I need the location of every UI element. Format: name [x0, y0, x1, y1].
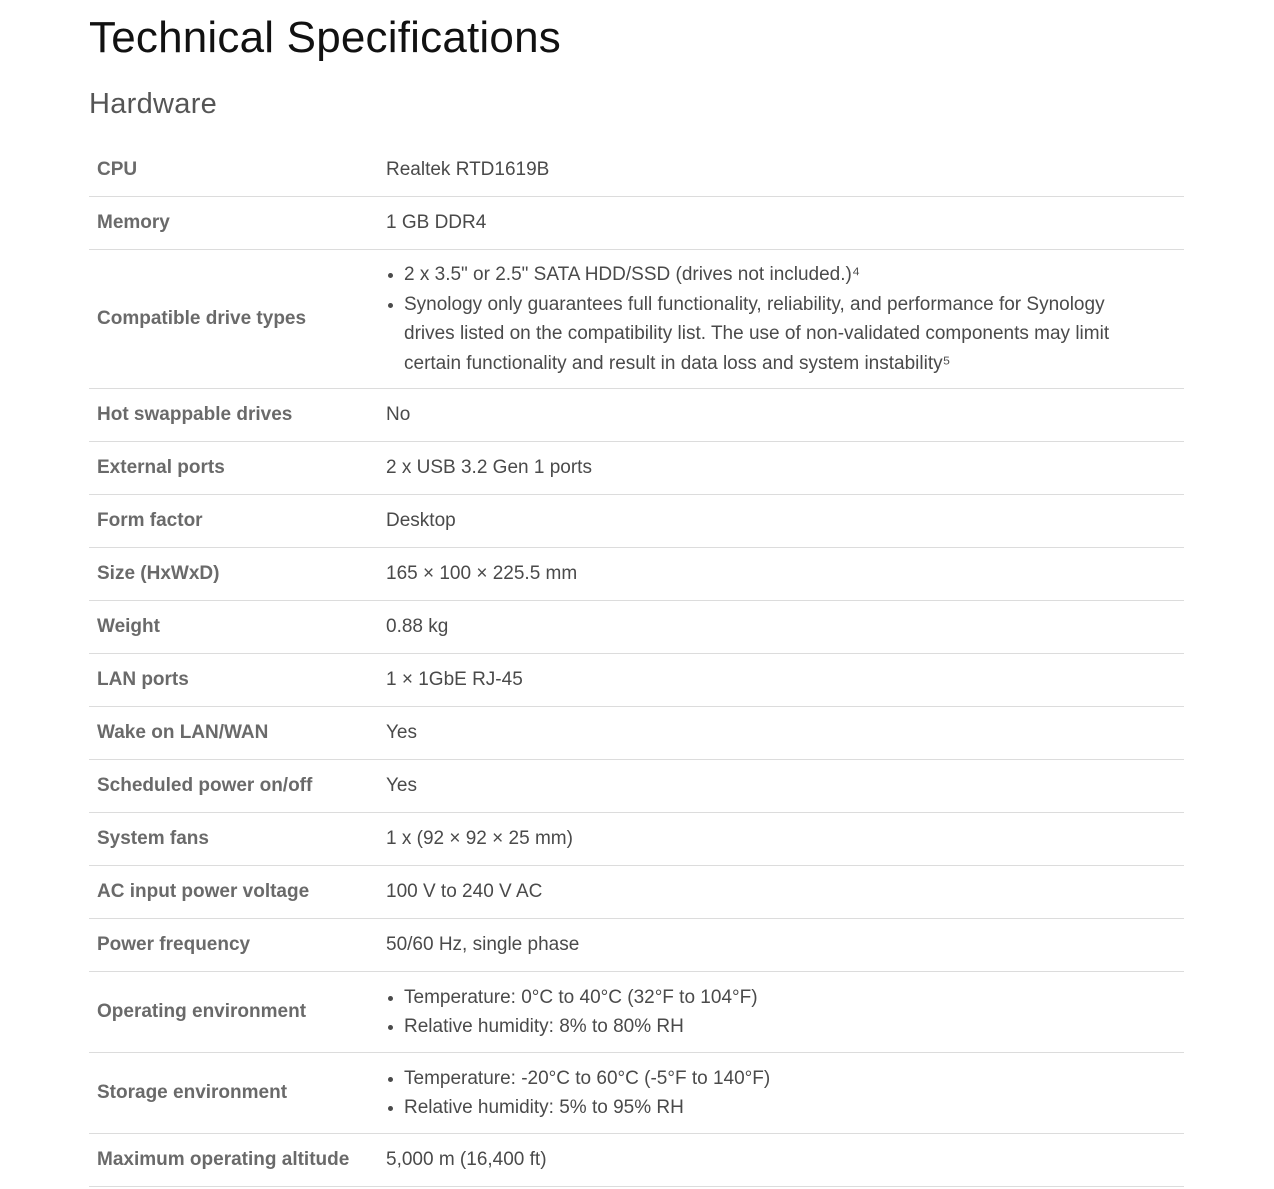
spec-row-hot-swap — [89, 389, 1184, 442]
spec-row-weight — [89, 601, 1184, 654]
spec-value: Desktop — [386, 495, 1184, 548]
spec-label: Memory — [89, 197, 386, 250]
spec-value: 1 x (92 × 92 × 25 mm) — [386, 813, 1184, 866]
spec-row-power-frequency — [89, 919, 1184, 972]
spec-label: LAN ports — [89, 654, 386, 707]
spec-value: 1 GB DDR4 — [386, 197, 1184, 250]
bullet-list — [386, 1064, 1154, 1123]
spec-value: Yes — [386, 707, 1184, 760]
spec-row-drive-types — [89, 250, 1184, 389]
spec-label: System fans — [89, 813, 386, 866]
spec-value: Realtek RTD1619B — [386, 144, 1184, 197]
spec-row-size — [89, 548, 1184, 601]
spec-row-max-altitude — [89, 1134, 1184, 1187]
spec-value: 5,000 m (16,400 ft) — [386, 1134, 1184, 1187]
spec-value — [386, 972, 1184, 1053]
spec-value: 50/60 Hz, single phase — [386, 919, 1184, 972]
spec-label: CPU — [89, 144, 386, 197]
spec-row-scheduled-power — [89, 760, 1184, 813]
spec-label: Compatible drive types — [89, 250, 386, 389]
spec-label: Weight — [89, 601, 386, 654]
section-title-hardware: Hardware — [89, 88, 218, 120]
spec-value — [386, 250, 1184, 389]
page-title: Technical Specifications — [89, 13, 561, 62]
hardware-spec-table — [89, 144, 1184, 1187]
spec-value: 1 × 1GbE RJ-45 — [386, 654, 1184, 707]
spec-row-lan-ports — [89, 654, 1184, 707]
list-item: Synology only guarantees full functionality, reliability, and performance for Synology drives listed on the compatibility list. The use of non-validated components may limit certain functionality and result in data loss and system instability⁵ — [386, 290, 1154, 379]
list-item: Relative humidity: 8% to 80% RH — [386, 1012, 1154, 1042]
spec-value: 0.88 kg — [386, 601, 1184, 654]
spec-label: External ports — [89, 442, 386, 495]
spec-row-operating-env — [89, 972, 1184, 1053]
list-item: Temperature: -20°C to 60°C (-5°F to 140°F) — [386, 1064, 1154, 1094]
bullet-list — [386, 260, 1154, 378]
spec-label: Size (HxWxD) — [89, 548, 386, 601]
spec-row-wake-on-lan — [89, 707, 1184, 760]
spec-value — [386, 1053, 1184, 1134]
bullet-list — [386, 983, 1154, 1042]
spec-label: AC input power voltage — [89, 866, 386, 919]
spec-row-external-ports — [89, 442, 1184, 495]
list-item: Temperature: 0°C to 40°C (32°F to 104°F) — [386, 983, 1154, 1013]
spec-row-storage-env — [89, 1053, 1184, 1134]
spec-label: Operating environment — [89, 972, 386, 1053]
spec-row-system-fans — [89, 813, 1184, 866]
spec-label: Form factor — [89, 495, 386, 548]
spec-value: Yes — [386, 760, 1184, 813]
list-item: 2 x 3.5" or 2.5" SATA HDD/SSD (drives not included.)⁴ — [386, 260, 1154, 290]
spec-row-memory — [89, 197, 1184, 250]
spec-value: 165 × 100 × 225.5 mm — [386, 548, 1184, 601]
spec-label: Power frequency — [89, 919, 386, 972]
spec-value: No — [386, 389, 1184, 442]
spec-value: 2 x USB 3.2 Gen 1 ports — [386, 442, 1184, 495]
spec-row-ac-input — [89, 866, 1184, 919]
spec-label: Scheduled power on/off — [89, 760, 386, 813]
spec-label: Maximum operating altitude — [89, 1134, 386, 1187]
spec-row-form-factor — [89, 495, 1184, 548]
spec-label: Wake on LAN/WAN — [89, 707, 386, 760]
spec-label: Storage environment — [89, 1053, 386, 1134]
spec-row-cpu — [89, 144, 1184, 197]
spec-value: 100 V to 240 V AC — [386, 866, 1184, 919]
spec-label: Hot swappable drives — [89, 389, 386, 442]
list-item: Relative humidity: 5% to 95% RH — [386, 1093, 1154, 1123]
